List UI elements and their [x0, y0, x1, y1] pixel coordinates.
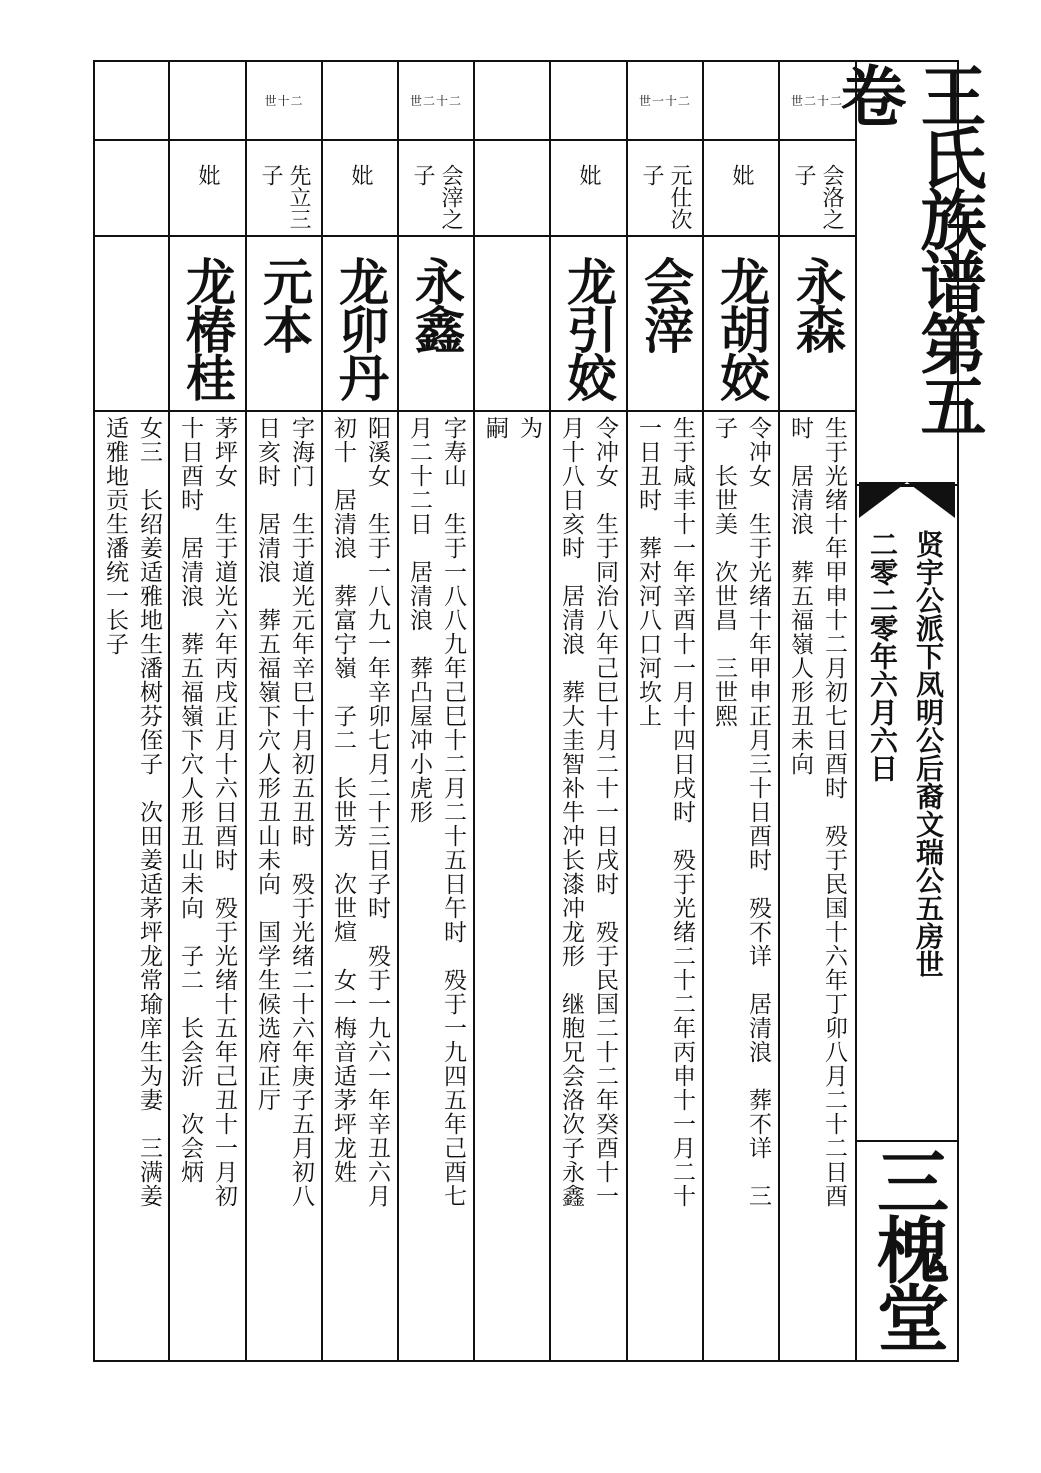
biography-text: 为 嗣	[482, 416, 542, 440]
relation-label: 妣	[195, 164, 220, 186]
person-name: 龙卯丹	[331, 256, 389, 400]
compile-date-text: 二零二零年六月六日	[866, 530, 899, 782]
biography-cell	[322, 414, 398, 1354]
relation-label: 元仕次子	[639, 164, 692, 230]
biography-cell	[627, 414, 703, 1354]
generation-label: 世一十二	[638, 94, 691, 108]
biography-text: 生于咸丰十一年辛酉十一月十四日戌时 殁于光绪二十二年丙申十一月二十 一日丑时 葬对河八口河坎上	[635, 416, 695, 1208]
biography-cell	[703, 414, 779, 1354]
generation-cell	[398, 60, 474, 140]
generation-label: 世二十二	[409, 94, 462, 108]
branch-line-text: 贤宇公派下凤明公后裔文瑞公五房世	[912, 530, 945, 978]
person-name: 龙引姣	[559, 256, 617, 400]
hall-separator	[857, 1140, 957, 1142]
hall-name-text: 三槐堂	[865, 1145, 949, 1349]
person-name: 永鑫	[407, 256, 465, 352]
relation-cell	[474, 140, 550, 236]
relation-label: 妣	[729, 164, 754, 186]
book-title-text: 王氏族谱第五卷	[829, 62, 986, 434]
biography-text: 女三 长绍姜适雅地生潘树芬侄子 次田姜适茅坪龙常瑜庠生为妻 三满姜 适雅地贡生潘统一长子	[102, 416, 162, 1208]
name-cell	[703, 236, 779, 411]
generation-cell	[322, 60, 398, 140]
biography-cell	[94, 414, 170, 1354]
biography-cell	[169, 414, 245, 1354]
relation-cell	[627, 140, 703, 236]
compile-date	[862, 530, 902, 830]
biography-text: 令冲女 生于同治八年己巳十月二十一日戌时 殁于民国二十二年癸酉十一 月十八日亥时 居清浪 葬大圭智补牛冲长漆冲龙形 继胞兄会洛次子永鑫	[558, 416, 618, 1208]
biography-cell	[246, 414, 322, 1354]
biography-text: 阳溪女 生于一八九一年辛卯七月二十三日子时 殁于一九六一年辛丑六月 初十 居清浪 葬富宁嶺 子二 长世芳 次世煊 女一梅音适茅坪龙姓	[330, 416, 390, 1208]
relation-cell	[550, 140, 626, 236]
person-name: 龙胡姣	[712, 256, 770, 400]
relation-label: 会洛之子	[791, 164, 844, 230]
biography-cell	[474, 414, 550, 1354]
fishtail-ornament	[857, 482, 957, 522]
generation-cell	[474, 60, 550, 140]
name-cell	[322, 236, 398, 411]
person-name: 永森	[788, 256, 846, 352]
book-title	[829, 62, 986, 482]
biography-text: 生于光绪十年甲申十二月初七日酉时 殁于民国十六年丁卯八月二十二日酉 时 居清浪 葬五福嶺人形丑未向	[787, 416, 847, 1208]
biography-cell	[398, 414, 474, 1354]
hall-name	[857, 1145, 957, 1355]
name-cell	[94, 236, 170, 411]
person-name: 龙椿桂	[178, 256, 236, 400]
generation-cell	[246, 60, 322, 140]
relation-label: 先立三子	[258, 164, 311, 230]
biography-text: 茅坪女 生于道光六年丙戌正月十六日酉时 殁于光绪十五年己丑十一月初 十日酉时 居清浪 葬五福嶺下穴人形丑山未向 子二 长会沂 次会炳	[177, 416, 237, 1208]
relation-cell	[703, 140, 779, 236]
name-cell	[550, 236, 626, 411]
relation-cell	[398, 140, 474, 236]
relation-cell	[94, 140, 170, 236]
generation-cell	[627, 60, 703, 140]
person-name: 元本	[255, 256, 313, 352]
branch-line	[903, 530, 953, 1050]
name-cell	[169, 236, 245, 411]
relation-cell	[322, 140, 398, 236]
person-name: 会滓	[636, 256, 694, 352]
relation-label: 妣	[576, 164, 601, 186]
biography-text: 字寿山 生于一八八九年己巳十二月二十五日午时 殁于一九四五年己酉七 月二十二日 居清浪 葬凸屋冲小虎形	[406, 416, 466, 1208]
generation-cell	[169, 60, 245, 140]
name-cell	[627, 236, 703, 411]
biography-text: 令冲女 生于光绪十年甲申正月三十日酉时 殁不详 居清浪 葬不详 三 子 长世美 次世昌 三世熙	[711, 416, 771, 1208]
generation-cell	[703, 60, 779, 140]
biography-cell	[550, 414, 626, 1354]
relation-cell	[246, 140, 322, 236]
biography-text: 字海门 生于道光元年辛巳十月初五丑时 殁于光绪二十六年庚子五月初八 日亥时 居清浪 葬五福嶺下穴人形丑山未向 国学生候选府正厅	[254, 416, 314, 1208]
biography-cell	[779, 414, 855, 1354]
name-cell	[474, 236, 550, 411]
name-cell	[398, 236, 474, 411]
name-cell	[246, 236, 322, 411]
relation-label: 会滓之子	[410, 164, 463, 230]
generation-cell	[550, 60, 626, 140]
generation-cell	[94, 60, 170, 140]
relation-label: 妣	[348, 164, 373, 186]
generation-label: 世二十二	[790, 94, 843, 108]
relation-cell	[169, 140, 245, 236]
generation-label: 世十二	[264, 94, 304, 108]
